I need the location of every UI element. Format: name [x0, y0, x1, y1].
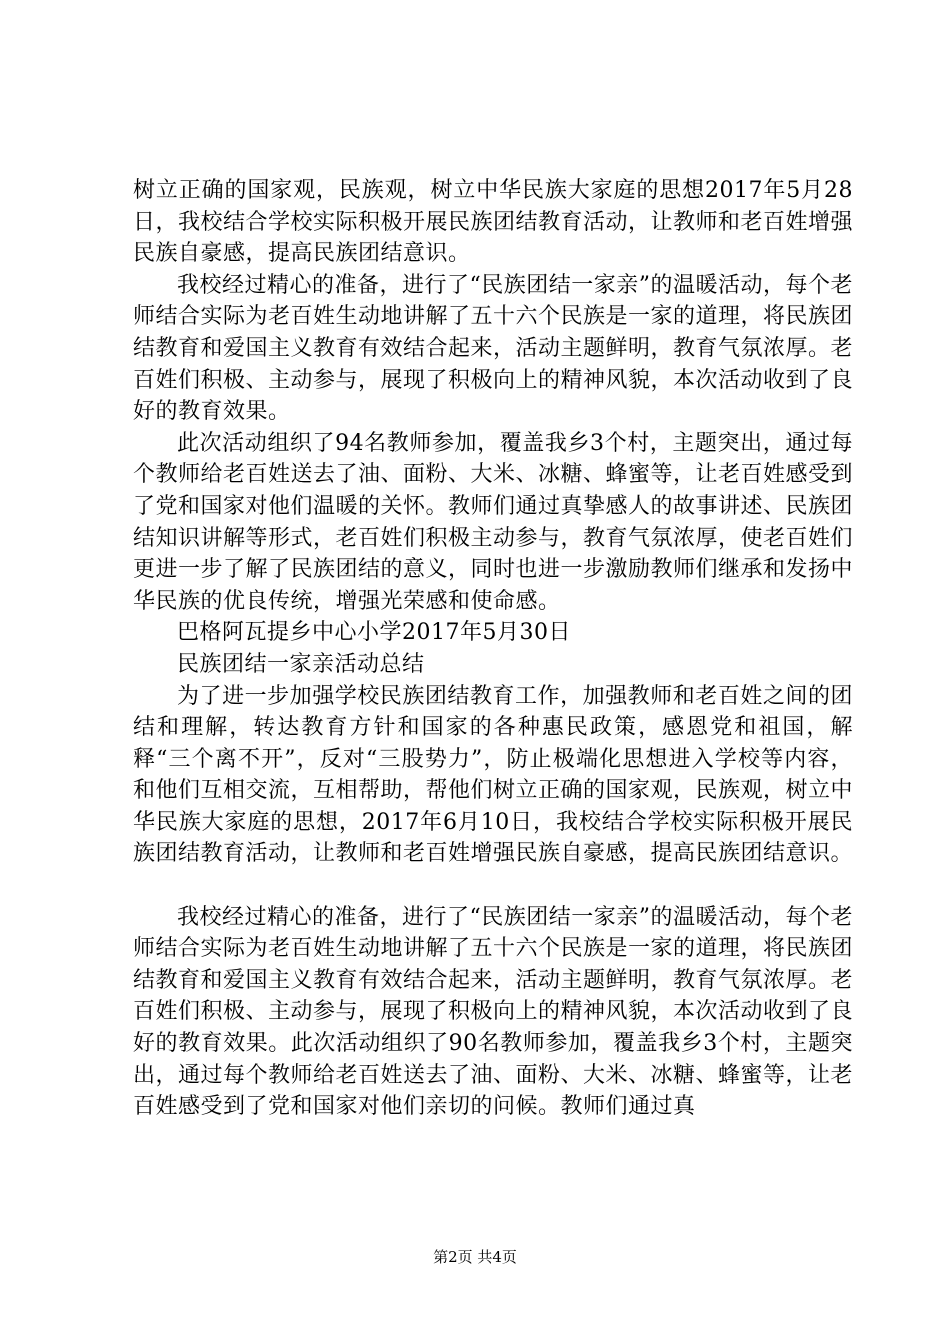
- paragraph-gap: [133, 870, 853, 902]
- paragraph-4: 为了进一步加强学校民族团结教育工作，加强教师和老百姓之间的团结和理解，转达教育方针和国家的各种惠民政策，感恩党和祖国，解释“三个离不开”，反对“三股势力”，防止极端化思想进入学校等内容，和他们互相交流，互相帮助，帮他们树立正确的国家观，民族观，树立中华民族大家庭的思想，2017年6月10日，我校结合学校实际积极开展民族团结教育活动，让教师和老百姓增强民族自豪感，提高民族团结意识。: [133, 683, 854, 867]
- paragraph-3: 此次活动组织了94名教师参加，覆盖我乡3个村，主题突出，通过每个教师给老百姓送去了油、面粉、大米、冰糖、蜂蜜等，让老百姓感受到了党和国家对他们温暖的关怀。教师们通过真挚感人的故事讲述、民族团结知识讲解等形式，老百姓们积极主动参与，教育气氛浓厚，使老百姓们更进一步了解了民族团结的意义，同时也进一步激励教师们继承和发扬中华民族的优良传统，增强光荣感和使命感。: [133, 430, 854, 614]
- paragraph-1: 树立正确的国家观，民族观，树立中华民族大家庭的思想2017年5月28日，我校结合学校实际积极开展民族团结教育活动，让教师和老百姓增强民族自豪感，提高民族团结意识。: [133, 178, 854, 267]
- document-body: [133, 175, 853, 1123]
- page-footer: 第2页 共4页: [433, 1248, 517, 1266]
- paragraph-5: 我校经过精心的准备，进行了“民族团结一家亲”的温暖活动，每个老师结合实际为老百姓生动地讲解了五十六个民族是一家的道理，将民族团结教育和爱国主义教育有效结合起来，活动主题鲜明，教育气氛浓厚。老百姓们积极、主动参与，展现了积极向上的精神风貌，本次活动收到了良好的教育效果。此次活动组织了90名教师参加，覆盖我乡3个村，主题突出，通过每个教师给老百姓送去了油、面粉、大米、冰糖、蜂蜜等，让老百姓感受到了党和国家对他们亲切的问候。教师们通过真: [133, 904, 854, 1120]
- section-title: 民族团结一家亲活动总结: [177, 651, 425, 677]
- paragraph-2: 我校经过精心的准备，进行了“民族团结一家亲”的温暖活动，每个老师结合实际为老百姓生动地讲解了五十六个民族是一家的道理，将民族团结教育和爱国主义教育有效结合起来，活动主题鲜明，教育气氛浓厚。老百姓们积极、主动参与，展现了积极向上的精神风貌，本次活动收到了良好的教育效果。: [133, 272, 854, 425]
- signature-line: 巴格阿瓦提乡中心小学2017年5月30日: [177, 620, 571, 646]
